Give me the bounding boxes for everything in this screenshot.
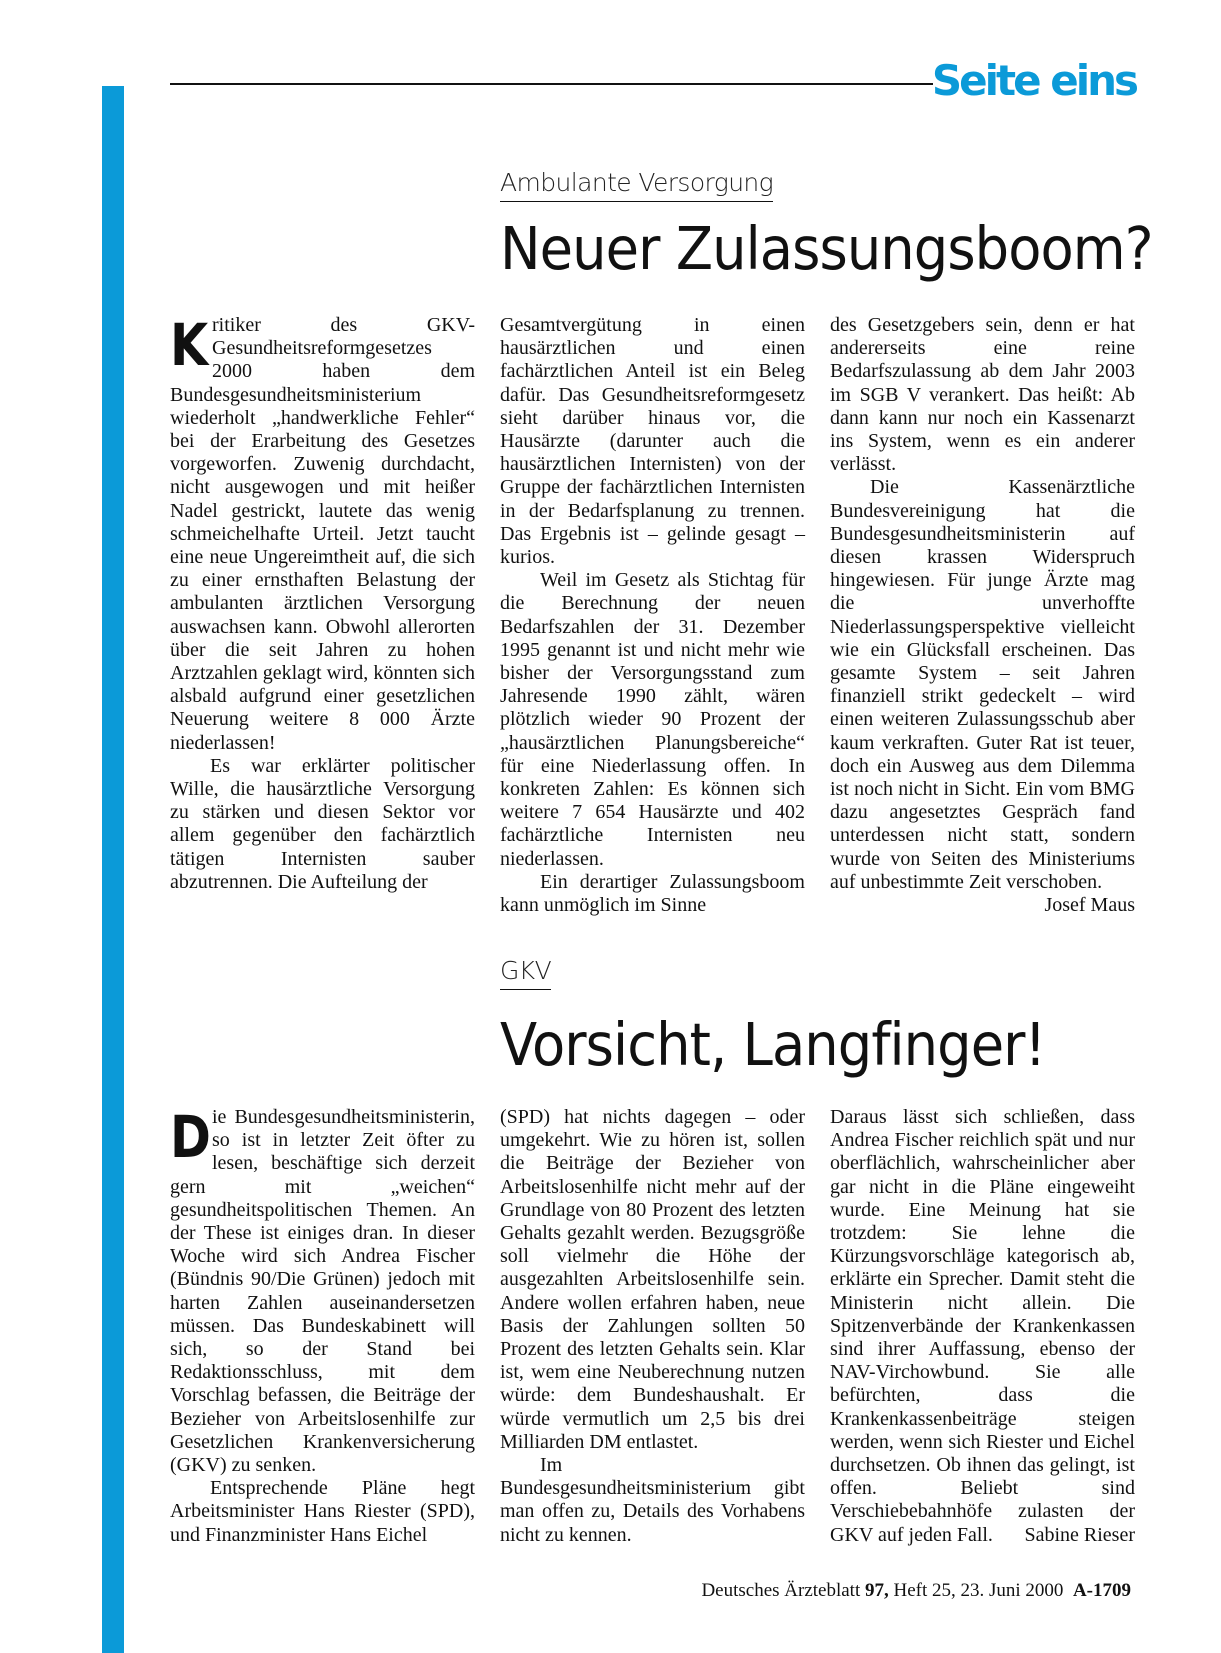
section-label: Seite eins [931, 56, 1136, 105]
article2-dropcap: D [170, 1103, 211, 1171]
article1-column-2 [500, 314, 805, 917]
article2-paragraph: ie Bundesgesundheitsministerin, so ist in letzter Zeit öfter zu lesen, beschäftige sich derzeit gern mit „weichen“ gesundheitspolitischen Themen. An der These ist einiges dran. In dieser Woche wird sich Andrea Fischer (Bündnis 90/Die Grünen) jedoch mit harten Zahlen auseinandersetzen müssen. Das Bundeskabinett will sich, so der Stand bei Redaktionsschluss, mit dem Vorschlag befassen, die Beiträge der Bezieher von Arbeitslosenhilfe zur Gesetzlichen Krankenversicherung (GKV) zu senken. [170, 1106, 475, 1477]
footer-page-number: A-1709 [1072, 1580, 1131, 1601]
article2-headline: Vorsicht, Langfinger! [500, 1010, 1046, 1079]
accent-side-bar [102, 86, 124, 1653]
article1-headline: Neuer Zulassungsboom? [500, 214, 1153, 283]
article2-paragraph [830, 1106, 1135, 1547]
article2-column-3 [830, 1106, 1135, 1547]
article2-column-1 [170, 1103, 475, 1547]
article1-paragraph [830, 476, 1135, 917]
header-rule [170, 83, 933, 85]
article1-dropcap: K [170, 311, 209, 379]
article2-paragraph-text: Daraus lässt sich schließen, dass Andrea Fischer reichlich spät und nur oberflächlich, wahrscheinlicher aber gar nicht in die Pläne eingeweiht wurde. Eine Meinung hat sie trotzdem: Sie lehne die Kürzungsvorschläge kategorisch ab, erklärte ein Sprecher. Damit steht die Ministerin nicht allein. Die Spitzenverbände der Krankenkassen sind ihrer Auffassung, ebenso der NAV-Virchowbund. Sie alle befürchten, dass die Krankenkassenbeiträge steigen werden, wenn sich Riester und Eichel durchsetzen. Ob ihnen das gelingt, ist offen. Beliebt sind Verschiebebahnhöfe zulasten der GKV auf jeden Fall. [830, 1106, 1135, 1546]
footer-journal: Deutsches Ärzteblatt [701, 1580, 861, 1601]
article1-paragraph: Gesamtvergütung in einen hausärztlichen und einen fachärztlichen Anteil ist ein Beleg dafür. Das Gesundheitsreformgesetz sieht darüber hinaus vor, die Hausärzte (darunter auch die hausärztlichen Internisten) von der Gruppe der fachärztlichen Internisten in der Bedarfsplanung zu trennen. Das Ergebnis ist – gelinde gesagt – kurios. [500, 314, 805, 569]
footer-issue: Heft 25, 23. Juni 2000 [893, 1580, 1064, 1601]
article2-paragraph: Entsprechende Pläne hegt Arbeitsminister Hans Riester (SPD), und Finanzminister Hans Eichel [170, 1477, 475, 1546]
page-footer [701, 1580, 1131, 1602]
article1-paragraph: des Gesetzgebers sein, denn er hat andererseits eine reine Bedarfszulassung ab dem Jahr 2003 im SGB V verankert. Das heißt: Ab dann kann nur noch ein Kassenarzt ins System, wenn es ein anderer verlässt. [830, 314, 1135, 476]
article1-paragraph: Weil im Gesetz als Stichtag für die Berechnung der neuen Bedarfszahlen der 31. Dezember 1995 genannt ist und nicht mehr wie bisher der Versorgungsstand zum Jahresende 1990 zählt, wären plötzlich wieder 90 Prozent der „hausärztlichen Planungsbereiche“ für eine Niederlassung offen. In konkreten Zahlen: Es können sich weitere 7 654 Hausärzte und 402 fachärztliche Internisten neu niederlassen. [500, 569, 805, 870]
article2-author: Sabine Rieser [1024, 1523, 1135, 1546]
article2-kicker: GKV [500, 956, 551, 990]
article2-column-2 [500, 1106, 805, 1547]
article1-paragraph-text: Die Kassenärztliche Bundesvereinigung hat die Bundesgesundheitsministerin auf diesen krassen Widerspruch hingewiesen. Für junge Ärzte mag die unverhoffte Niederlassungsperspektive vielleicht wie ein Glücksfall erscheinen. Das gesamte System – seit Jahren finanziell strikt gedeckelt – wird einen weiteren Zulassungsschub aber kaum verkraften. Guter Rat ist teuer, doch ein Ausweg aus dem Dilemma ist noch nicht in Sicht. Ein vom BMG dazu angesetztes Gespräch fand unterdessen nicht statt, sondern wurde von Seiten des Ministeriums auf unbestimmte Zeit verschoben. [830, 476, 1135, 893]
article1-paragraph: Ein derartiger Zulassungsboom kann unmöglich im Sinne [500, 870, 805, 917]
article2-paragraph: Im Bundesgesundheitsministerium gibt man offen zu, Details des Vorhabens nicht zu kennen. [500, 1454, 805, 1546]
article1-paragraph: Es war erklärter politischer Wille, die hausärztliche Versorgung zu stärken und diesen Sektor vor allem gegenüber den fachärztlich tätigen Internisten sauber abzutrennen. Die Aufteilung der [170, 754, 475, 893]
article1-paragraph: ritiker des GKV-Gesundheitsreformgesetzes 2000 haben dem Bundesgesundheitsministerium wiederholt „handwerkliche Fehler“ bei der Erarbeitung des Gesetzes vorgeworfen. Zuwenig durchdacht, nicht ausgewogen und mit heißer Nadel gestrickt, lautete das wenig schmeichelhafte Urteil. Jetzt taucht eine neue Ungereimtheit auf, die sich zu einer ernsthaften Belastung der ambulanten ärztlichen Versorgung auswachsen kann. Obwohl allerorten über die seit Jahren zu hohen Arztzahlen geklagt wird, könnten sich alsbald aufgrund einer gesetzlichen Neuerung weitere 8 000 Ärzte niederlassen! [170, 314, 475, 754]
article1-column-1 [170, 311, 475, 894]
article1-kicker: Ambulante Versorgung [500, 168, 773, 202]
footer-volume: 97, [865, 1580, 889, 1601]
article2-paragraph: (SPD) hat nichts dagegen – oder umgekehrt. Wie zu hören ist, sollen die Beiträge der Bezieher von Arbeitslosenhilfe nicht mehr auf der Grundlage von 80 Prozent des letzten Gehalts gezahlt werden. Bezugsgröße soll vielmehr die Höhe der ausgezahlten Arbeitslosenhilfe sein. Andere wollen erfahren haben, neue Basis der Zahlungen sollten 50 Prozent des letzten Gehalts sein. Klar ist, wem eine Neuberechnung nutzen würde: dem Bundeshaushalt. Er würde vermutlich um 2,5 bis drei Milliarden DM entlastet. [500, 1106, 805, 1453]
article1-column-3 [830, 314, 1135, 917]
article1-author: Josef Maus [1044, 894, 1135, 917]
